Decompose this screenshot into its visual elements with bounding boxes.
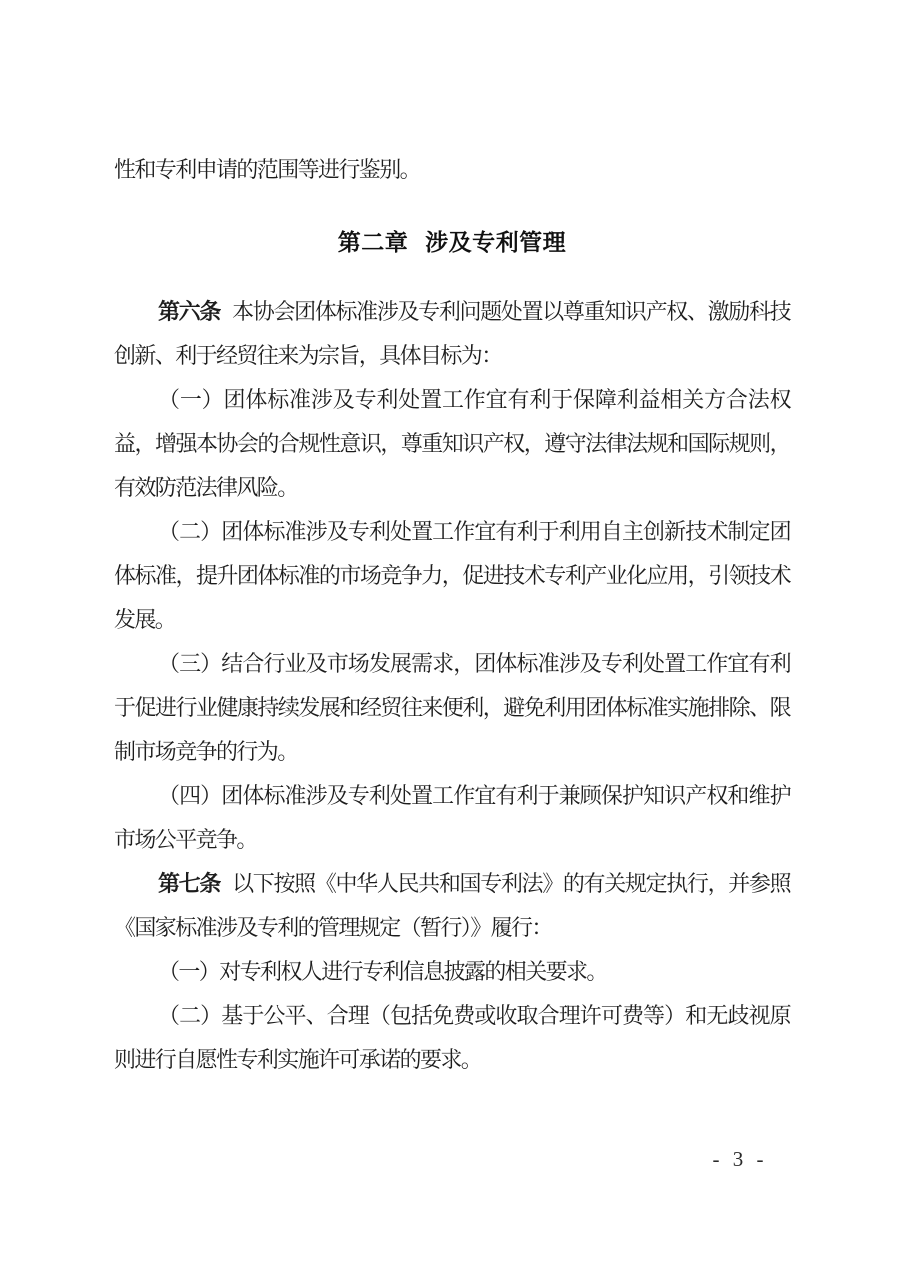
article-number-6: 第六条: [158, 299, 221, 324]
item-paragraph-5: （一）对专利权人进行专利信息披露的相关要求。: [158, 959, 607, 984]
item-paragraph-6: （二）基于公平、合理（包括免费或收取合理许可费等）和无歧视原则进行自愿性专利实施许可承诺的要求。: [114, 1003, 790, 1072]
page-number: - 3 -: [712, 1147, 768, 1171]
paragraph-continuation: 性和专利申请的范围等进行鉴别。: [114, 157, 421, 182]
article-paragraph-7: [114, 862, 790, 950]
item-paragraph-2: （二）团体标准涉及专利处置工作宜有利于利用自主创新技术制定团体标准，提升团体标准的市场竞争力，促进技术专利产业化应用，引领技术发展。: [114, 519, 790, 632]
item-paragraph-4: （四）团体标准涉及专利处置工作宜有利于兼顾保护知识产权和维护市场公平竞争。: [114, 783, 790, 852]
article-number-7: 第七条: [158, 871, 221, 896]
chapter-heading: 第二章 涉及专利管理: [337, 229, 567, 255]
item-paragraph-3: （三）结合行业及市场发展需求，团体标准涉及专利处置工作宜有利于促进行业健康持续发展和经贸往来便利，避免利用团体标准实施排除、限制市场竞争的行为。: [114, 651, 790, 764]
article-paragraph-6: [114, 290, 790, 378]
article-text-6: 本协会团体标准涉及专利问题处置以尊重知识产权、激励科技创新、利于经贸往来为宗旨，具体目标为：: [114, 299, 791, 368]
item-paragraph-1: （一）团体标准涉及专利处置工作宜有利于保障利益相关方合法权益，增强本协会的合规性意识，尊重知识产权，遵守法律法规和国际规则，有效防范法律风险。: [114, 387, 790, 500]
document-body: [114, 148, 790, 1082]
article-text-7: 以下按照《中华人民共和国专利法》的有关规定执行，并参照《国家标准涉及专利的管理规定（暂行）》履行：: [114, 871, 791, 940]
